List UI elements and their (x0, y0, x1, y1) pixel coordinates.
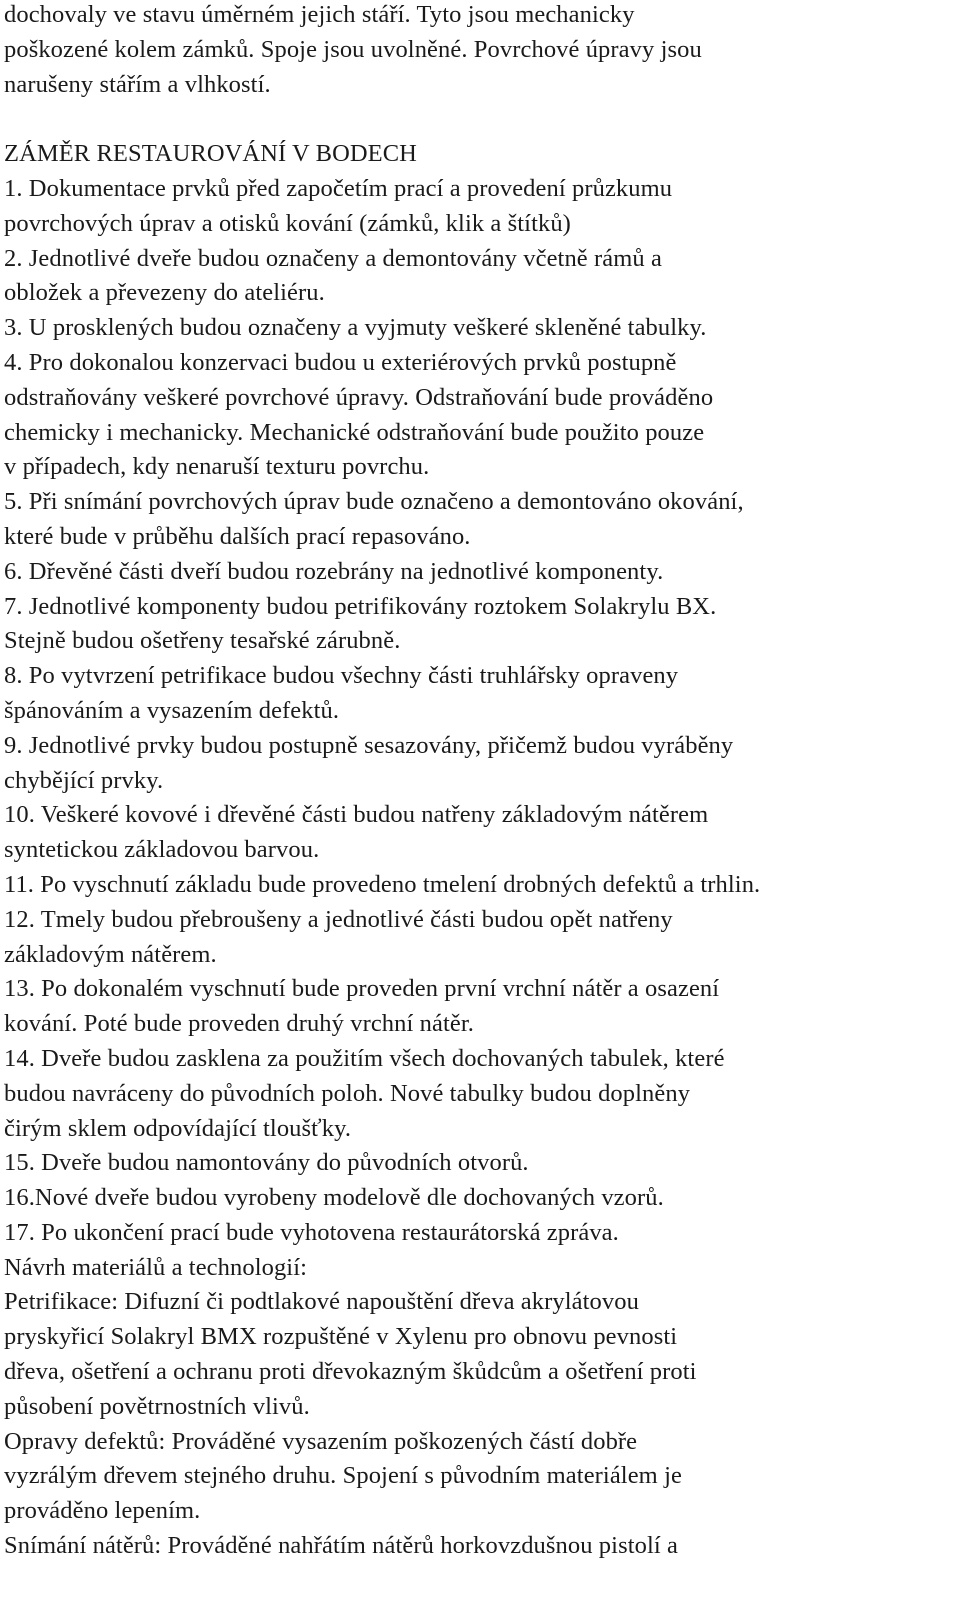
paragraph-line: dřeva, ošetření a ochranu proti dřevokazným škůdcům a ošetření proti (4, 1358, 697, 1386)
list-item-line: 10. Veškeré kovové i dřevěné části budou natřeny základovým nátěrem (4, 801, 709, 829)
list-item-line: povrchových úprav a otisků kování (zámků, klik a štítků) (4, 209, 571, 237)
list-item-line: 7. Jednotlivé komponenty budou petrifikovány roztokem Solakrylu BX. (4, 592, 717, 620)
text-line: narušeny stářím a vlhkostí. (4, 70, 271, 98)
list-item-line: 12. Tmely budou přebroušeny a jednotlivé části budou opět natřeny (4, 905, 673, 933)
list-item-line: 4. Pro dokonalou konzervaci budou u exteriérových prvků postupně (4, 348, 677, 376)
list-item-line: 6. Dřevěné části dveří budou rozebrány na jednotlivé komponenty. (4, 557, 664, 585)
list-item-line: syntetickou základovou barvou. (4, 836, 320, 864)
list-item-line: čirým sklem odpovídající tloušťky. (4, 1114, 352, 1142)
list-item-line: v případech, kdy nenaruší texturu povrchu. (4, 453, 430, 481)
paragraph-line: Opravy defektů: Prováděné vysazením poškozených částí dobře (4, 1427, 638, 1455)
list-item-line: obložek a převezeny do ateliéru. (4, 279, 325, 307)
list-item-line: 17. Po ukončení prací bude vyhotovena restaurátorská zpráva. (4, 1218, 619, 1246)
paragraph-line: Snímání nátěrů: Prováděné nahřátím nátěrů horkovzdušnou pistolí a (4, 1532, 678, 1560)
list-item-line: odstraňovány veškeré povrchové úpravy. Odstraňování bude prováděno (4, 383, 714, 411)
text-line: dochovaly ve stavu úměrném jejich stáří. Tyto jsou mechanicky (4, 1, 635, 28)
list-item-line: 3. U prosklených budou označeny a vyjmuty veškeré skleněné tabulky. (4, 314, 707, 342)
list-item-line: které bude v průběhu dalších prací repasováno. (4, 522, 471, 550)
list-item-line: základovým nátěrem. (4, 940, 217, 968)
list-item-line: 16.Nové dveře budou vyrobeny modelově dle dochovaných vzorů. (4, 1184, 664, 1212)
document-page (4, 0, 954, 1564)
list-item-line: 13. Po dokonalém vyschnutí bude proveden první vrchní nátěr a osazení (4, 975, 720, 1003)
list-item-line: 2. Jednotlivé dveře budou označeny a demontovány včetně rámů a (4, 244, 662, 272)
text-line: poškozené kolem zámků. Spoje jsou uvolněné. Povrchové úpravy jsou (4, 35, 702, 63)
paragraph-line: Petrifikace: Difuzní či podtlakové napouštění dřeva akrylátovou (4, 1288, 639, 1316)
blank-line (4, 102, 954, 137)
paragraph-line: pryskyřicí Solakryl BMX rozpuštěné v Xylenu pro obnovu pevnosti (4, 1323, 678, 1351)
list-item-line: chybějící prvky. (4, 766, 164, 794)
section-heading: ZÁMĚR RESTAUROVÁNÍ V BODECH (4, 140, 417, 168)
list-item-line: 11. Po vyschnutí základu bude provedeno tmelení drobných defektů a trhlin. (4, 870, 761, 898)
list-item-line: 1. Dokumentace prvků před započetím prací a provedení průzkumu (4, 174, 673, 202)
list-item-line: Stejně budou ošetřeny tesařské zárubně. (4, 627, 401, 655)
materials-heading: Návrh materiálů a technologií: (4, 1253, 308, 1281)
list-item-line: 9. Jednotlivé prvky budou postupně sesazovány, přičemž budou vyráběny (4, 731, 734, 759)
list-item-line: budou navráceny do původních poloh. Nové tabulky budou doplněny (4, 1079, 691, 1107)
paragraph-line: prováděno lepením. (4, 1497, 201, 1525)
paragraph-line: působení povětrnostních vlivů. (4, 1392, 310, 1420)
list-item-line: 8. Po vytvrzení petrifikace budou všechny části truhlářsky opraveny (4, 662, 679, 690)
list-item-line: 15. Dveře budou namontovány do původních otvorů. (4, 1149, 529, 1177)
list-item-line: 14. Dveře budou zasklena za použitím všech dochovaných tabulek, které (4, 1044, 725, 1072)
list-item-line: špánováním a vysazením defektů. (4, 696, 340, 724)
list-item-line: chemicky i mechanicky. Mechanické odstraňování bude použito pouze (4, 418, 705, 446)
paragraph-line: vyzrálým dřevem stejného druhu. Spojení s původním materiálem je (4, 1462, 682, 1490)
list-item-line: 5. Při snímání povrchových úprav bude označeno a demontováno okování, (4, 488, 744, 516)
list-item-line: kování. Poté bude proveden druhý vrchní nátěr. (4, 1010, 474, 1038)
